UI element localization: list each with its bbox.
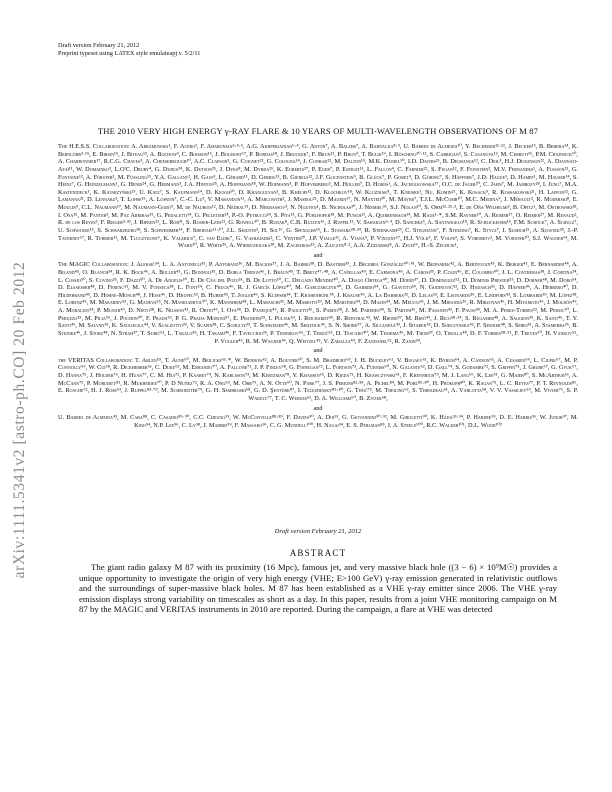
magic-authors: The MAGIC Collaboration: J. Aleksić³⁴, L. A. Antonelli³⁵, P. Antoranz³⁶, M. Backes³⁷, J. A. Barrio³⁸, D. Bastieri³⁹, J. Becerra González⁴⁰·⁴¹, W. Bednarek⁴², A. Berdyugin⁴³, K. Berger⁴¹, E. Bernardini⁴⁴, A. Biland⁴⁵, O. Blanch³⁴, R. K. Bock⁴⁶, A. Boller⁴⁵, G. Bonnoli³⁵, D. Borla Tridon⁴⁶, I. Braun⁴⁵, T. Bretz⁴⁷·⁴⁸, A. Cañellas⁴⁹, E. Carmona⁴⁶, A. Carosi³⁵, P. Colin⁴⁶, E. Colombo⁴⁰, J. L. Contreras³⁸, J. Cortina³⁴, L. Cossio⁵⁰, S. Covino³⁵, F. Dazzi⁵⁰, A. De Angelis⁵⁰, E. De Cea del Pozo⁵¹, B. De Lotto⁵⁰, C. Delgado Mendez⁴⁰, A. Diago Ortega⁴⁰, M. Doert³⁷, D. Dominguez⁵², D. Dominis Prester⁵³, D. Dorner⁴⁸, M. Doro⁵⁴, D. Elsaesser⁴⁸, D. Ferenc⁵³, M. V. Fonseca³⁸, L. Font⁵⁴, C. Fruck⁴⁶, R. J. García López⁴⁰, M. Garczarczyk⁴⁰, D. Garrido⁵⁴, G. Giavitto³⁴, N. Godinović⁵³, D. Hadasch⁵¹, D. Häfner⁴⁶, A. Herrero⁴⁰, D. Hildebrand⁴⁵, D. Höhne-Mönch⁴⁸, J. Hose⁴⁶, D. Hrupec⁵³, B. Huber⁴⁵, T. Jogler⁴⁶, S. Klepser³⁴, T. Krähenbühl⁴⁵, J. Krause⁴⁶, A. La Barbera³⁵, D. Lelas⁵³, E. Leonardo³⁶, E. Lindfors⁴³, S. Lombardi³⁹, M. López³⁸, E. Lorenz⁴⁵, M. Makariev⁵⁵, G. Maneva⁵⁵, N. Mankuzhiyil⁵⁰, K. Mannheim⁴⁸, L. Maraschi³⁵, M. Mariotti³⁹, M. Martínez³⁴, D. Mazin³⁴, M. Meucci³⁶, J. M. Miranda³⁶, R. Mirzoyan⁴⁶, H. Miyamoto⁴⁶, J. Moldón⁴⁹, A. Moralejo³⁴, P. Munar⁴⁹, D. Nieto³⁸, K. Nilsson⁴³, R. Orito⁴⁶, I. Oya³⁸, D. Paneque⁴⁶, R. Paoletti³⁶, S. Pardo³⁸, J. M. Paredes⁴⁹, S. Partini³⁶, M. Pasanen⁴³, F. Pauss⁴⁵, M. A. Perez-Torres⁵², M. Persic⁵⁰, L. Peruzzo³⁹, M. Pilia⁵⁶, J. Pochon⁴⁰, F. Prada⁵², P. G. Prada Moroni⁵⁷, E. Prandini³⁹, I. Puljak⁵³, I. Reichardt³⁴, R. Reinthal⁴³, W. Rhode³⁷, M. Ribó⁴⁹, J. Rico⁵⁸·³⁴, S. Rügamer⁴⁸, A. Saggion³⁹, K. Saito⁴⁶, T. Y. Saito⁴⁶, M. Salvati³⁵, K. Satalecka⁴⁴, V. Scalzotto³⁹, V. Scapin³⁸, C. Schultz³⁹, T. Schweizer⁴⁶, M. Shayduk⁴⁶, S. N. Shore⁵⁷, A. Sillanpää⁴³, J. Sitarek⁴², D. Sobczynska⁴², F. Spanier⁴⁸, S. Spiro³⁵, A. Stamerra³⁶, B. Steinke⁴⁶, J. Storz⁴⁸, N. Strah³⁷, T. Surić⁵³, L. Takalo⁴³, H. Takami⁴⁶, F. Tavecchio³⁵, P. Temnikov⁵⁵, T. Terzić⁵³, D. Tescaro⁴⁰, M. Teshima⁴⁶, M. Thom³⁷, O. Tibolla⁴⁸, D. F. Torres⁵⁸·⁵¹, F. Treves⁵⁰, H. Vankov⁵⁵, P. Vogler⁴⁵, R. M. Wagner⁴⁶, Q. Weitzel⁴⁵, V. Zabalza⁴⁹, F. Zandanel⁵², R. Zanin³⁴, (58, 261, 578, 345)
draft-version: Draft version February 21, 2012 (58, 42, 140, 49)
hess-authors: The H.E.S.S. Collaboration: A. Abramowski¹, F. Acero², F. Aharonian³·⁴·⁵, A.G. Akhperjanian⁶·⁴, G. Anton⁷, A. Balzer⁷, A. Barnacka⁸·⁹, U. Barres de Almeida¹⁰, Y. Becherini¹¹·¹², J. Becker¹³, B. Behera¹⁴, K. Bernlöhr³·¹⁵, E. Birsin¹⁵, J. Biteau¹², A. Bochow³, C. Boisson¹⁶, J. Bolmont¹⁷, P. Bordas¹⁸, J. Brucker⁷, F. Brun¹², P. Brun⁹, T. Bulik¹⁹, I. Büsching²⁰·¹³, S. Carrigan³, S. Casanova¹³, M. Cerruti¹⁶, P.M. Chadwick¹⁰, A. Charbonnier¹⁷, R.C.G. Chaves³, A. Cheesebrough¹⁰, A.C. Clapson³, G. Coignet²¹, G. Cologna¹⁴, J. Conrad²², M. Dalton¹⁵, M.K. Daniel¹⁰, I.D. Davids²³, B. Degrange¹², C. Deil³, H.J. Dickinson²², A. Djannati-Ataï¹¹, W. Domainko³, L.O'C. Drury⁴, G. Dubus²⁴, K. Dutson²⁵, J. Dyks⁸, M. Dyrda²⁶, K. Egberts²⁷, P. Eger⁷, P. Espigat¹¹, L. Fallon⁴, C. Farnier²², S. Fegan¹², F. Feinstein², M.V. Fernandes¹, A. Fiasson²¹, G. Fontaine¹², A. Förster³, M. Füßling¹⁵, Y.A. Gallant², H. Gast³, L. Gérard¹¹, D. Gerbig¹³, B. Giebels¹², J.F. Glicenstein⁹, B. Glück⁷, P. Goret⁹, D. Göring⁷, S. Häffner⁷, J.D. Hague³, D. Hampf¹, M. Hauser¹⁴, S. Heinz⁷, G. Heinzelmann¹, G. Henri²⁴, G. Hermann³, J.A. Hinton²⁵, A. Hoffmann¹⁸, W. Hofmann³, P. Hofverberg³, M. Holler⁷, D. Horns¹, A. Jacholkowska¹⁷, O.C. de Jager²⁰, C. Jahn⁷, M. Jamrozy²⁸, I. Jung⁷, M.A. Kastendieck¹, K. Katarzyński²⁹, U. Katz⁷, S. Kaufmann¹⁴, D. Keogh¹⁰, D. Khangulyan³, B. Khélifi¹², D. Klochkov¹⁸, W. Kluźniak⁸, T. Kneiske¹, Nu. Komin²¹, K. Kosack⁹, R. Kossakowski²¹, H. Laffon¹², G. Lamanna²¹, D. Lennarz³, T. Lohse¹⁵, A. Lopatin⁷, C.-C. Lu³, V. Marandon¹¹, A. Marcowith², J. Masbou²¹, D. Maurin¹⁷, N. Maxted³⁰, M. Mayer⁷, T.J.L. McComb¹⁰, M.C. Medina⁹, J. Méhault², R. Moderski⁸, E. Moulin⁹, C.L. Naumann¹⁷, M. Naumann-Godó⁹, M. de Naurois¹², D. Nedbal³¹, D. Nekrassov³, N. Nguyen¹, B. Nicholas³⁰, J. Niemiec²⁶, S.J. Nolan¹⁰, S. Ohm³²·²⁵·³, E. de Oña Wilhelmi³, B. Opitz¹, M. Ostrowski²⁸, I. Oya¹⁵, M. Panter³, M. Paz Arribas¹⁵, G. Pedaletti¹⁴, G. Pelletier²⁴, P.-O. Petrucci²⁴, S. Pita¹¹, G. Pühlhofer¹⁸, M. Punch¹¹, A. Quirrenbach¹⁴, M. Raue¹·*, S.M. Rayner¹⁰, A. Reimer²⁷, O. Reimer²⁷, M. Renaud², R. de los Reyes³, F. Rieger³·³³, J. Ripken²², L. Rob³¹, S. Rosier-Lees²¹, G. Rowell³⁰, B. Rudak⁸, C.B. Rulten¹⁶, J. Ruppel¹³, V. Sahakian⁶·⁴, D. Sanchez³, A. Santangelo¹⁸, R. Schlickeiser¹³, F.M. Schöck⁷, A. Schulz⁷, U. Schwanke¹⁵, S. Schwarzburg¹⁸, S. Schwemmer¹⁴, F. Sheidaei¹¹·²⁰, J.L. Skilton³, H. Sol¹⁶, G. Spengler¹⁵, Ł. Stawarz²⁸·³⁴, R. Steenkamp²³, C. Stegmann⁷, F. Stinzing⁷, K. Stycz⁷, I. Sushch¹⁵, A. Szostek²⁸, J.-P. Tavernet¹⁷, R. Terrier¹¹, M. Tluczykont¹, K. Valerius⁷, C. van Eldik⁷, G. Vasileiadis², C. Venter²⁰, J.P. Vialle²¹, A. Viana⁹, P. Vincent¹⁷, H.J. Völk³, F. Volpe³, S. Vorobiov², M. Vorster²⁰, S.J. Wagner¹⁴, M. Ward¹⁰, R. White²⁵, A. Wierzcholska²⁸, M. Zacharias¹³, A. Zajczyk⁸·², A.A. Zdziarski⁸, A. Zech¹⁶, H.-S. Zechlin¹, (58, 143, 578, 250)
arxiv-sidebar (0, 0, 40, 792)
and-separator: and (313, 251, 323, 259)
abstract-text: The giant radio galaxy M 87 with its proximity (16 Mpc), famous jet, and very massive black hole ((3 − 6) × 10⁹M☉) provides a unique opportunity to investigate the origin of very high energy (VHE; E>100 GeV) γ-ray emission generated in relativistic outflows and the surroundings of super-massive black holes. M 87 has been established as a VHE γ-ray emitter since 2006. The VHE γ-ray emission displays strong variability on timescales as short as a day. In this paper, results from a joint VHE monitoring campaign on M 87 by the MAGIC and VERITAS instruments in 2010 are reported. During the campaign, a flare at VHE was detected (79, 562, 557, 615)
paper-page (58, 0, 578, 792)
and-separator: and (313, 404, 323, 412)
and-separator: and (313, 347, 323, 355)
paper-title: THE 2010 VERY HIGH ENERGY γ-RAY FLARE & 10 YEARS OF MULTI-WAVELENGTH OBSERVATIONS OF M 87 (97, 126, 539, 136)
draft-date: Draft version February 21, 2012 (274, 528, 362, 535)
other-authors: U. Barres de Almeida⁴³, M. Cara⁸⁸, C. Casadio⁸⁹·⁹⁰, C.C. Cheung⁹¹, W. McConville⁸⁸·⁸⁹, F. Davies⁹⁰, A. Doi⁹¹, G. Giovannini⁹⁰·⁹², M. Giroletti⁹⁰, K. Hada⁹³·⁹⁴, P. Hardee⁹⁵, D. E. Harris⁹⁶, W. Junor⁹⁷, M. Kino⁹⁴, N.P. Lee⁹⁶, C. Ly⁹⁸, J. Madrid⁹⁹, F. Massaro⁹⁶, C. G. Mundell¹⁰⁰, H. Nagai⁹⁴, E. S. Perlman⁸⁵, I. A. Steele¹⁰⁰, R.C. Walker¹⁰¹, D.L. Wood¹⁰² (58, 414, 578, 429)
arxiv-identifier: arXiv:1111.5341v2 [astro-ph.CO] 20 Feb 2012 (11, 261, 28, 579)
veritas-authors: the VERITAS Collaboration: T. Arlen⁵⁹, T. Aune⁶⁰, M. Beilicke⁶¹·*, W. Benbow⁶², A. Bouvier⁶⁰, S. M. Bradbury⁶³, J. H. Buckley⁶¹, V. Bugaev⁶¹, K. Byrum⁶⁴, A. Cannon⁶⁵, A. Cesarini⁶⁶, L. Ciupik⁶⁷, M. P. Connolly⁶⁶, W. Cui⁶⁸, R. Dickherber⁶¹, C. Duke⁶⁹, M. Errando⁷⁰, A. Falcone⁷¹, J. P. Finley⁶⁸, G. Finnegan⁷², L. Fortson⁷³, A. Furniss⁶⁰, N. Galante⁶², D. Gall⁷⁴, S. Godambe⁷², S. Griffin⁷⁵, J. Grube⁶⁷, G. Gyuk⁶⁷, D. Hanna⁷⁵, J. Holder⁷⁶, H. Huan⁷⁷, C. M. Hui⁷², P. Kaaret⁷⁴, N. Karlsson⁷³, M. Kertzman⁷⁸, Y. Khassen⁶⁵, D. Kieda⁷², H. Krawczynski⁶¹, F. Krennrich⁷⁹, M. J. Lang⁶⁶, K. Lee⁶¹, G. Maier⁸⁰, S. McArthur⁶¹, A. McCann⁷⁵, P. Moriarty⁸¹, R. Mukherjee⁷⁰, P. D Nuñez⁷², R. A. Ong⁵⁹, M. Orr⁷⁹, A. N. Otte⁶⁰, N. Park⁷⁷, J. S. Perkins⁸²·⁸³, A. Pichel⁸⁴, M. Pohl⁸⁵·⁸⁰, H. Prokoph⁸⁰, K. Ragan⁷⁵, L. C. Reyes⁷⁷, P. T. Reynolds⁸⁶, E. Roache⁶², H. J. Rose⁶³, J. Ruppel⁸³·⁷⁹, M. Schroedter⁷⁹, G. H. Sembroski⁶⁸, G. D. Şentürk⁸⁷, I. Telezhinsky⁸⁵·⁸⁰, G. Tešić⁷⁵, M. Theiling⁶², S. Thibadeau⁶¹, A. Varlotta⁶⁸, V. V. Vassiliev⁵⁹, M. Vivier⁷⁶, S. P. Wakely⁷⁷, T. C. Weekes⁶², D. A. Williams⁶⁰, B. Zitzer⁶⁸, (58, 356, 578, 402)
abstract-heading: ABSTRACT (289, 548, 347, 558)
preprint-line: Preprint typeset using LATEX style emulateapj v. 5/2/11 (58, 50, 201, 57)
preamble (58, 42, 200, 58)
